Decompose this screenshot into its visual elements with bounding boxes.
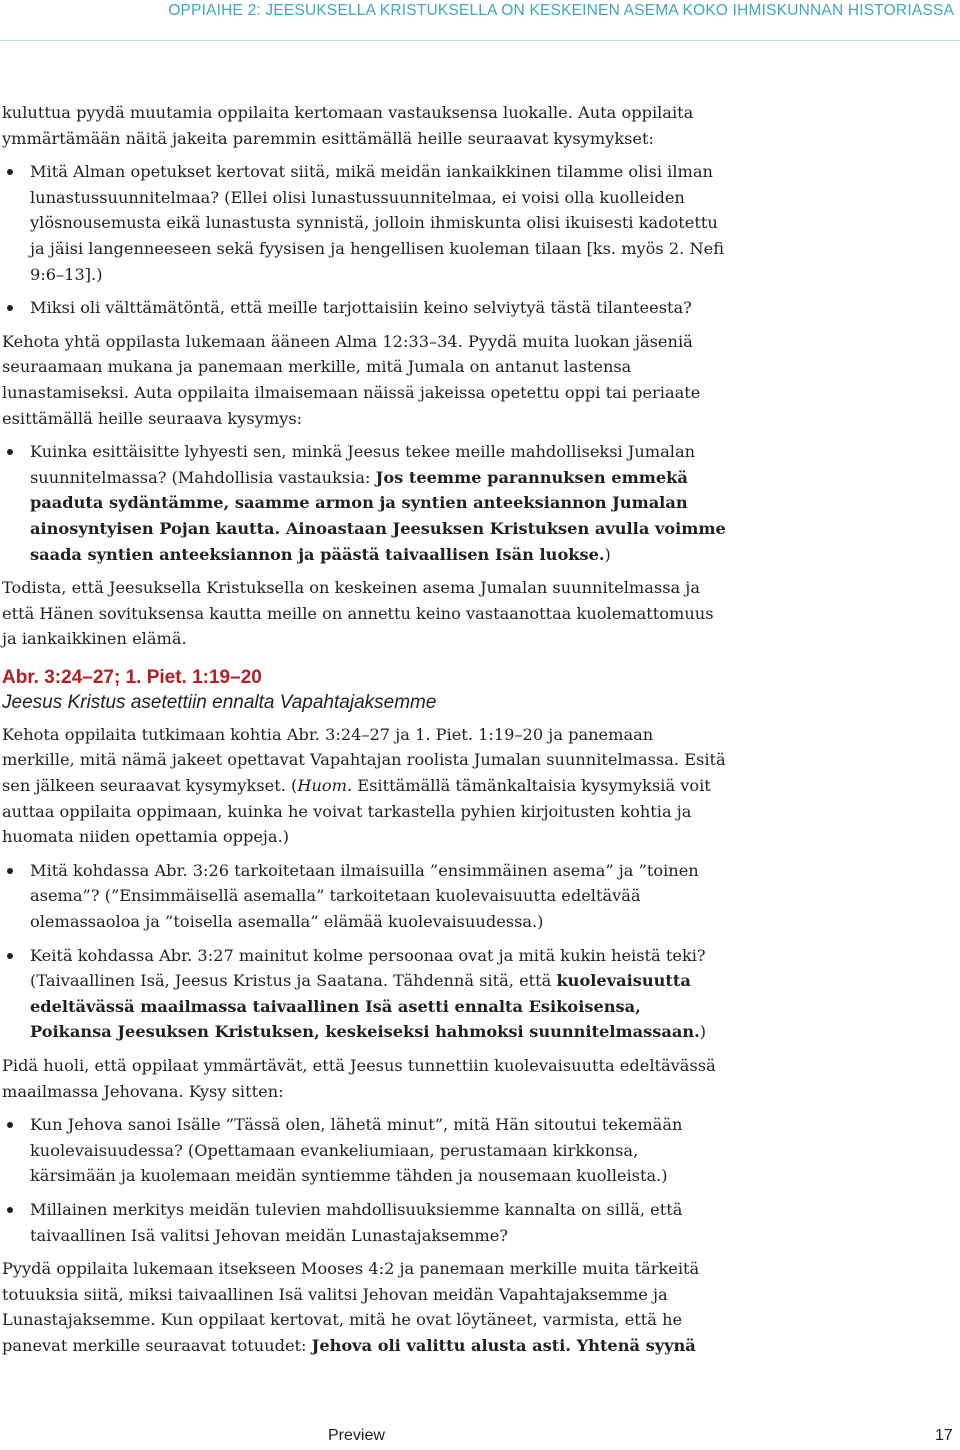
paragraph (2, 722, 727, 850)
bullet-item (2, 295, 727, 321)
bullet-item (2, 858, 727, 935)
page-number: 17 (935, 1427, 953, 1444)
paragraph-text: Kehota oppilaita tutkimaan kohtia Abr. 3:24–27 ja 1. Piet. 1:19–20 ja panemaan merkille, mitä nämä jakeet opettavat Vapahtajan roolista Jumalan suunnitelmassa. Esitä sen jälkeen seuraavat kysymykset. ( (2, 724, 726, 796)
bullet-text: Miksi oli välttämätöntä, että meille tarjottaisiin keino selviytyä tästä tilanteesta? (30, 298, 692, 318)
bullet-item (2, 439, 727, 567)
bullet-text: ) (699, 1022, 707, 1042)
paragraph: Pidä huoli, että oppilaat ymmärtävät, että Jeesus tunnettiin kuolevaisuutta edeltävässä maailmassa Jehovana. Kysy sitten: (2, 1056, 716, 1101)
bullet-text: Millainen merkitys meidän tulevien mahdollisuuksiemme kannalta on sillä, että taivaallinen Isä valitsi Jehovan meidän Lunastajaksemme? (30, 1199, 683, 1245)
bullet-item (2, 159, 727, 287)
header-divider (0, 40, 960, 41)
bold-truth: Jehova oli valittu alusta asti. Yhtenä syynä (311, 1335, 696, 1355)
footer-label: Preview (328, 1427, 385, 1444)
bullet-text: Keitä kohdassa Abr. 3:27 mainitut kolme persoonaa ovat ja mitä kukin heistä teki? (Taivaallinen Isä, Jeesus Kristus ja Saatana. Tähdennä sitä, että (30, 945, 706, 991)
paragraph-text: Esittämällä tämänkaltaisia kysymyksiä voit auttaa oppilaita oppimaan, kuinka he voivat tarkastella pyhien kirjoitusten kohtia ja huomata niiden opettamia oppeja.) (2, 776, 711, 847)
bullet-item (2, 943, 727, 1045)
bullet-text: Mitä Alman opetukset kertovat siitä, mikä meidän iankaikkinen tilamme olisi ilman lunastussuunnitelmaa? (Ellei olisi lunastussuunnitelmaa, ei voisi olla kuolleiden ylösnousemusta eikä lunastusta synnistä, jolloin ihmiskunta olisi ikuisesti kadotettu ja jäisi langenneeseen sekä fyysisen ja hengellisen kuoleman tilaan [ks. myös 2. Nefi 9:6–13].) (30, 162, 725, 284)
note-label: Huom. (297, 776, 353, 796)
bold-answer: kuolevaisuutta edeltävässä maailmassa taivaallinen Isä asetti ennalta Esikoisensa, Poikansa Jeesuksen Kristuksen, keskeiseksi hahmoksi suunnitelmassaan. (30, 971, 700, 1042)
bullet-text: Kun Jehova sanoi Isälle ”Tässä olen, lähetä minut”, mitä Hän sitoutui tekemään kuolevaisuudessa? (Opettamaan evankeliumiaan, perustamaan kirkkonsa, kärsimään ja kuolemaan meidän syntiemme tähden ja nousemaan kuolleista.) (30, 1115, 683, 1186)
paragraph: kuluttua pyydä muutamia oppilaita kertomaan vastauksensa luokalle. Auta oppilaita ymmärtämään näitä jakeita paremmin esittämällä heille seuraavat kysymykset: (2, 103, 694, 148)
page-content (2, 100, 727, 1359)
paragraph: Kehota yhtä oppilasta lukemaan ääneen Alma 12:33–34. Pyydä muita luokan jäseniä seuraamaan mukana ja panemaan merkille, mitä Jumala on antanut lastensa lunastamiseksi. Auta oppilaita ilmaisemaan näissä jakeissa opetettu oppi tai periaate esittämällä heille seuraava kysymys: (2, 331, 701, 428)
paragraph-text: Pyydä oppilaita lukemaan itsekseen Mooses 4:2 ja panemaan merkille muita tärkeitä totuuksia siitä, miksi taivaallinen Isä valitsi Jehovan meidän Vapahtajaksemme ja Lunastajaksemme. Kun oppilaat kertovat, mitä he ovat löytäneet, varmista, että he panevat merkille seuraavat totuudet: (2, 1259, 700, 1355)
bullet-text: Mitä kohdassa Abr. 3:26 tarkoitetaan ilmaisuilla ”ensimmäinen asema” ja ”toinen asema”? (”Ensimmäisellä asemalla” tarkoitetaan kuolevaisuutta edeltävää olemassaoloa ja ”toisella asemalla” elämää kuolevaisuudessa.) (30, 860, 699, 932)
paragraph: Todista, että Jeesuksella Kristuksella on keskeinen asema Jumalan suunnitelmassa ja että Hänen sovituksensa kautta meille on annettu keino vastaanottaa kuolemattomuus ja iankaikkinen elämä. (2, 578, 714, 649)
bullet-text: ) (604, 544, 611, 564)
bullet-text: Kuinka esittäisitte lyhyesti sen, minkä Jeesus tekee meille mahdolliseksi Jumalan suunnitelmassa? (Mahdollisia vastauksia: (30, 442, 696, 487)
bullet-item (2, 1197, 727, 1248)
section-reference: Abr. 3:24–27; 1. Piet. 1:19–20 (2, 666, 262, 688)
paragraph (2, 1256, 727, 1358)
section-title: Jeesus Kristus asetettiin ennalta Vapahtajaksemme (2, 691, 437, 713)
bold-answer: Jos teemme parannuksen emmekä paaduta sydäntämme, saamme armon ja syntien anteeksiannon Jumalan ainosyntyisen Pojan kautta. Ainoastaan Jeesuksen Kristuksen avulla voimme saada syntien anteeksiannon ja päästä taivaallisen Isän luokse. (30, 467, 726, 564)
bullet-item (2, 1112, 727, 1189)
running-header: OPPIAIHE 2: JEESUKSELLA KRISTUKSELLA ON KESKEINEN ASEMA KOKO IHMISKUNNAN HISTORIASSA (168, 2, 954, 19)
